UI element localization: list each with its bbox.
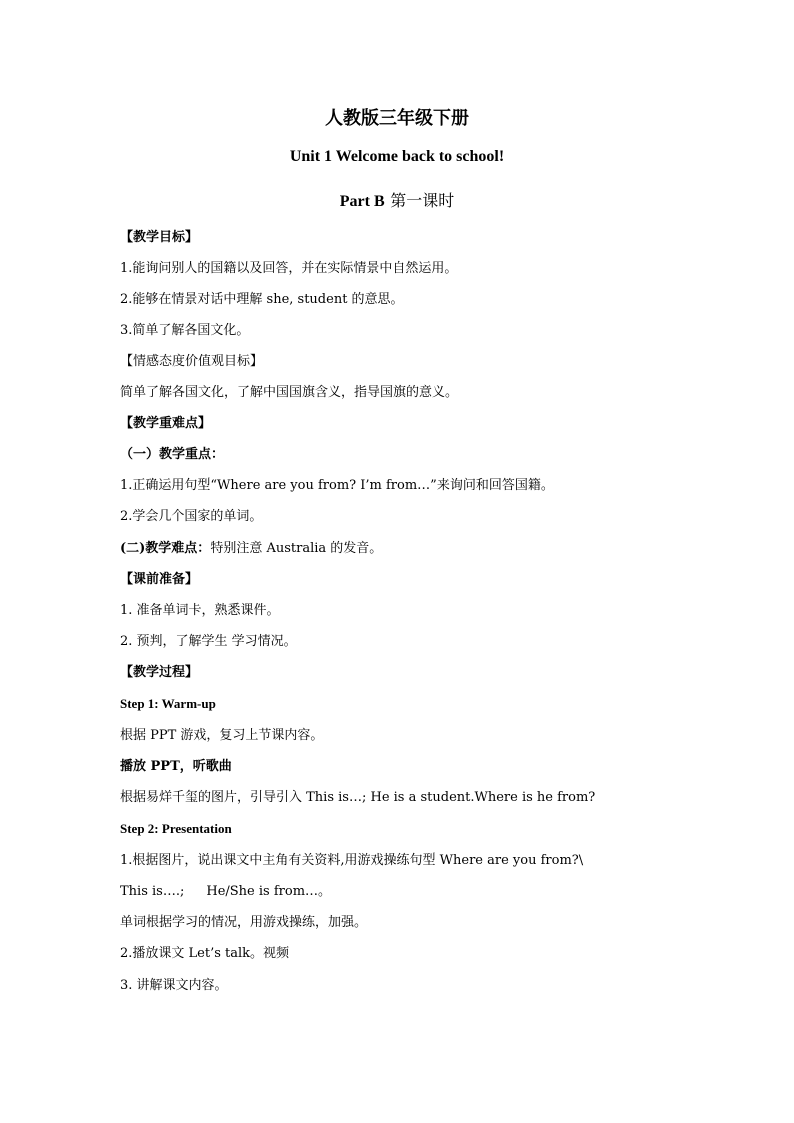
lesson-label: 第一课时: [390, 191, 455, 210]
step2-item-2: 2.播放课文 Let’s talk。视频: [120, 946, 290, 961]
step2-title: Step 2: Presentation: [120, 821, 232, 836]
goals-heading: 【教学目标】: [120, 230, 199, 245]
lesson-title: [0, 188, 794, 211]
step2-item-1-cont-b: He/She is from…。: [206, 884, 332, 899]
picture-text: 根据易烊千玺的图片，引导引入 This is…; He is a student.Where is he from?: [120, 790, 596, 805]
process-heading: 【教学过程】: [120, 665, 199, 680]
step2-item-3: 3. 讲解课文内容。: [120, 978, 228, 993]
step2-item-1-cont-a: This is….;: [120, 884, 185, 899]
step1-text: 根据 PPT 游戏，复习上节课内容。: [120, 728, 324, 743]
goal-2: 2.能够在情景对话中理解 she, student 的意思。: [120, 292, 404, 307]
word-practice: 单词根据学习的情况，用游戏操练，加强。: [120, 915, 368, 930]
part-label: Part B: [339, 193, 385, 210]
difficulty-label: (二)教学难点：: [120, 541, 211, 556]
prep-1: 1. 准备单词卡，熟悉课件。: [120, 603, 280, 618]
unit-title: Unit 1 Welcome back to school!: [289, 148, 505, 165]
goal-1: 1.能询问别人的国籍以及回答，并在实际情景中自然运用。: [120, 261, 458, 276]
document-title: 人教版三年级下册: [325, 108, 469, 129]
step1-title: Step 1: Warm-up: [120, 696, 216, 711]
keypoint-1: 1.正确运用句型“Where are you from? I’m from…”来询问和回答国籍。: [120, 478, 554, 493]
keypoint-subheading: （一）教学重点：: [120, 447, 225, 462]
values-heading: 【情感态度价值观目标】: [120, 354, 264, 369]
goal-3: 3.简单了解各国文化。: [120, 323, 250, 338]
keypoints-heading: 【教学重难点】: [120, 416, 212, 431]
play-ppt: 播放 PPT，听歌曲: [120, 759, 232, 774]
step2-item-1: 1.根据图片，说出课文中主角有关资料,用游戏操练句型 Where are you from?\: [120, 853, 584, 868]
prep-heading: 【课前准备】: [120, 572, 199, 587]
keypoint-2: 2.学会几个国家的单词。: [120, 509, 263, 524]
values-text: 简单了解各国文化，了解中国国旗含义，指导国旗的意义。: [120, 385, 459, 400]
difficulty-line: [120, 541, 382, 557]
step2-item-1-continued: [120, 884, 331, 900]
difficulty-text: 特别注意 Australia 的发音。: [210, 541, 383, 556]
prep-2: 2. 预判，了解学生 学习情况。: [120, 634, 297, 649]
